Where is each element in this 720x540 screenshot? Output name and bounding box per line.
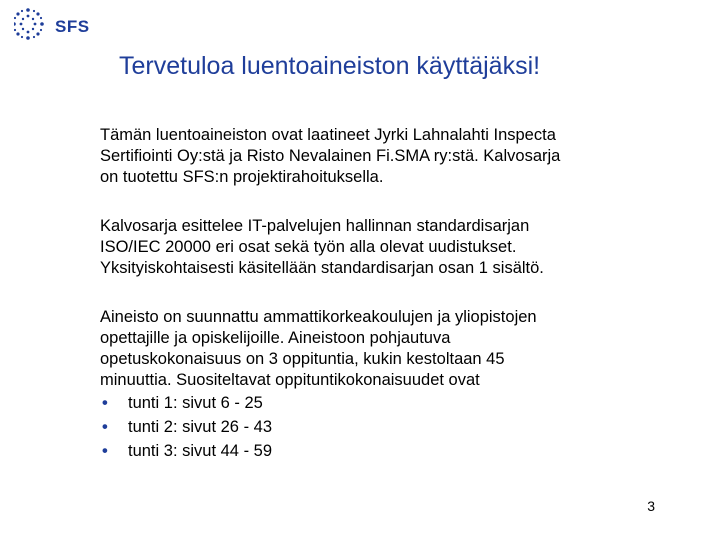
logo-text: SFS [55, 17, 90, 36]
page-title: Tervetuloa luentoaineiston käyttäjäksi! [119, 52, 541, 80]
list-item-text: tunti 3: sivut 44 - 59 [128, 442, 272, 460]
description-paragraph: Kalvosarja esittelee IT-palvelujen hallinnan standardisarjan ISO/IEC 20000 eri osat sekä työn alla olevat uudistukset. Yksityiskohtaisesti käsitellään standardisarjan osan 1 sisältö. [100, 217, 544, 277]
page-number: 3 [647, 498, 655, 514]
slide-content [100, 125, 660, 463]
list-item-text: tunti 1: sivut 6 - 25 [128, 394, 263, 412]
bullet-icon: • [102, 442, 108, 460]
lesson-list [100, 391, 660, 463]
list-item-text: tunti 2: sivut 26 - 43 [128, 418, 272, 436]
bullet-icon: • [102, 394, 108, 412]
list-item [100, 439, 660, 463]
list-item [100, 391, 660, 415]
bullet-icon: • [102, 418, 108, 436]
sfs-logo [14, 8, 104, 44]
list-item [100, 415, 660, 439]
audience-paragraph: Aineisto on suunnattu ammattikorkeakoulujen ja yliopistojen opettajille ja opiskelijoille. Aineistoon pohjautuva opetuskokonaisuus on 3 oppituntia, kukin kestoltaan 45 minuuttia. Suositeltavat oppituntikokonaisuudet ovat [100, 308, 537, 389]
starburst-dots [14, 8, 44, 40]
intro-paragraph: Tämän luentoaineiston ovat laatineet Jyrki Lahnalahti Inspecta Sertifiointi Oy:stä ja Risto Nevalainen Fi.SMA ry:stä. Kalvosarja on tuotettu SFS:n projektirahoituksella. [100, 126, 561, 186]
